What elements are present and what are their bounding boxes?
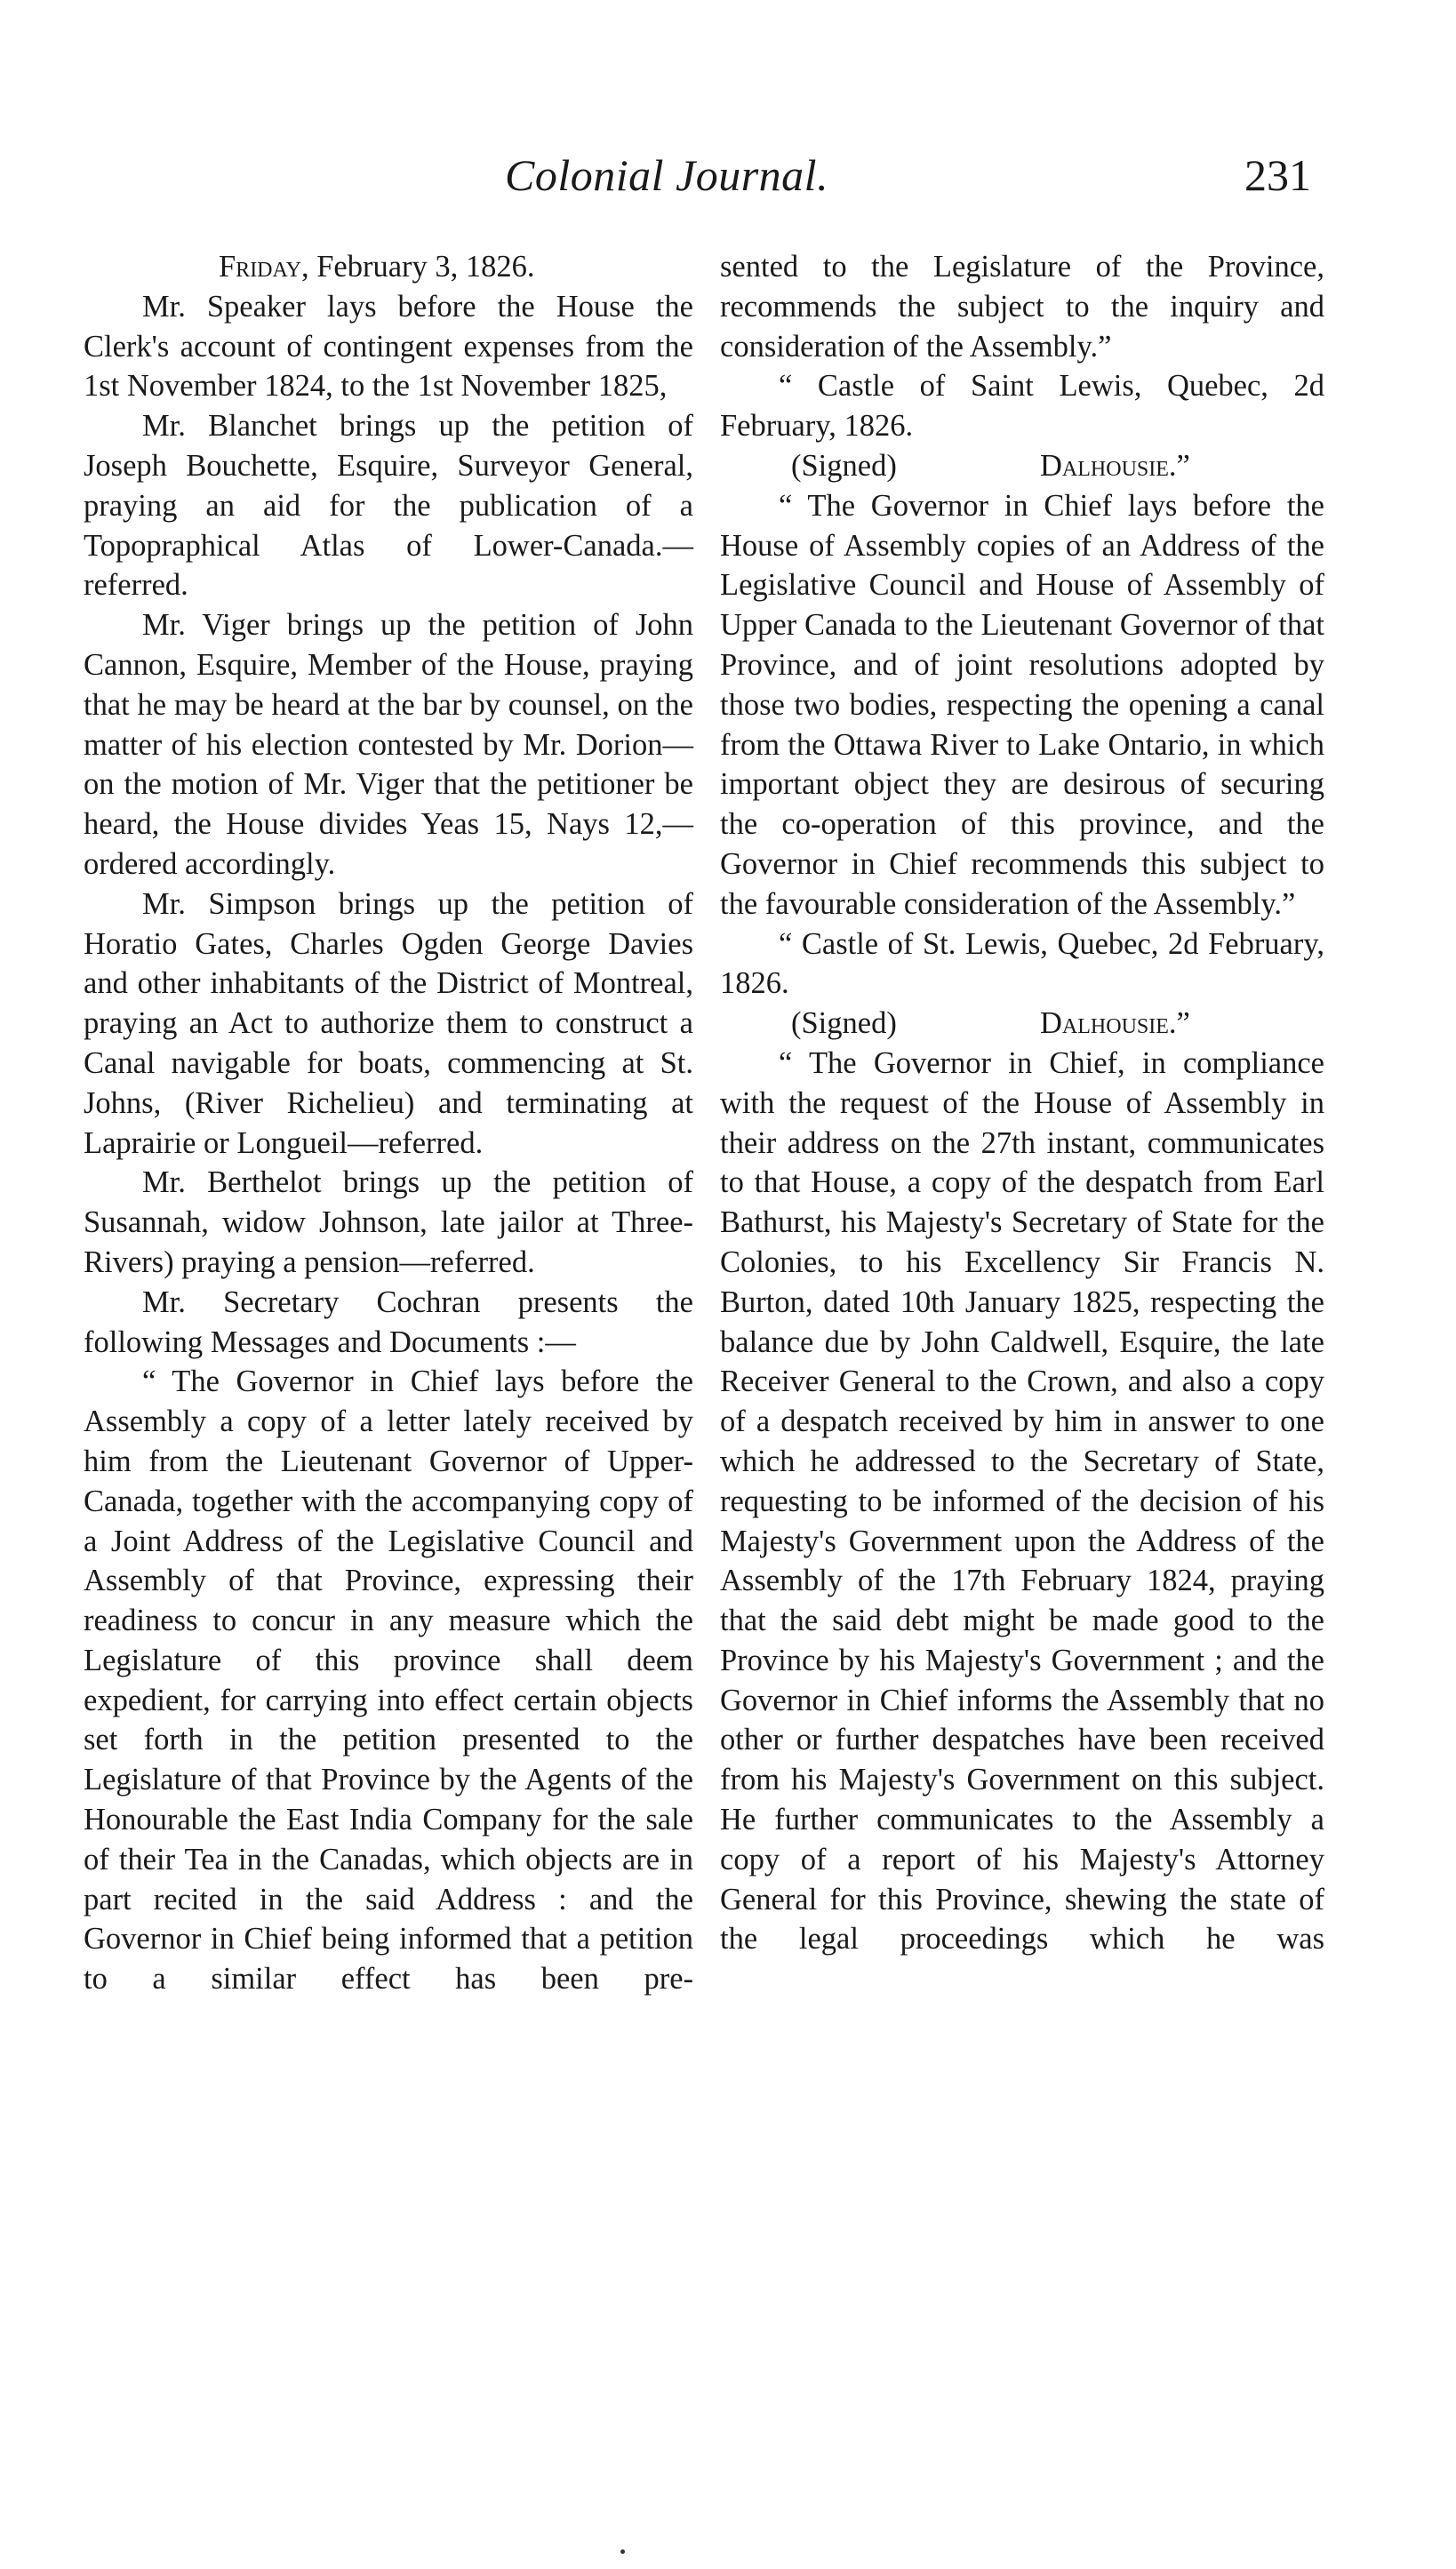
running-head bbox=[0, 149, 1456, 220]
heading-day: Friday, bbox=[219, 250, 309, 284]
signature-line-2 bbox=[720, 1004, 1324, 1044]
signed-label-1: (Signed) bbox=[791, 448, 897, 483]
paragraph-governor-tea-message: “ The Governor in Chief lays before the Assembly a copy of a letter lately received by him from the Lieutenant Governor of Upper-Canada, together with the accompanying copy of a Joint Address of the Legislative Council and Assembly of that Province, expressing their readiness to concur in any measure which the Legislature of this province shall deem expedient, for carrying into effect certain objects set forth in the petition presented to the Legislature of that Province by the Agents of the Honourable the East India Company for the sale of their Tea in the Canadas, which objects are in part recited in the said Address : and the Governor in Chief being informed that a petition to a similar effect has been pre- bbox=[84, 1365, 693, 1997]
date-heading bbox=[84, 247, 693, 287]
paragraph-viger-petition: Mr. Viger brings up the petition of John Cannon, Esquire, Member of the House, praying that he may be heard at the bar by counsel, on the matter of his election contested by Mr. Dorion—on the motion of Mr. Viger that the petitioner be heard, the House divides Yeas 15, Nays 12,—ordered accordingly. bbox=[84, 608, 693, 881]
running-title: Colonial Journal. bbox=[505, 150, 829, 200]
place-date-line-1: “ Castle of Saint Lewis, Quebec, 2d February, 1826. bbox=[720, 369, 1324, 444]
paragraph-cochran-messages: Mr. Secretary Cochran presents the following Messages and Documents :— bbox=[84, 1284, 693, 1359]
paragraph-simpson-petition: Mr. Simpson brings up the petition of Horatio Gates, Charles Ogden George Davies and other inhabitants of the District of Montreal, praying an Act to authorize them to construct a Canal navigable for boats, commencing at St. Johns, (River Richelieu) and terminating at Laprairie or Longueil—referred. bbox=[84, 886, 693, 1160]
paragraph-tea-message-continued: sented to the Legislature of the Province, recommends the subject to the inquiry and consideration of the Assembly.” bbox=[720, 250, 1324, 364]
page-number: 231 bbox=[1244, 150, 1311, 200]
right-column bbox=[720, 247, 1324, 1959]
paragraph-blanchet-petition: Mr. Blanchet brings up the petition of Joseph Bouchette, Esquire, Surveyor General, praying an aid for the publication of a Topopraphical Atlas of Lower-Canada.—referred. bbox=[84, 409, 693, 603]
heading-date: February 3, 1826. bbox=[308, 250, 535, 284]
paragraph-berthelot-petition: Mr. Berthelot brings up the petition of Susannah, widow Johnson, late jailor at Three-Rivers) praying a pension—referred. bbox=[84, 1165, 693, 1279]
signer-name-1: Dalhousie.” bbox=[1040, 448, 1190, 483]
signed-label-2: (Signed) bbox=[791, 1006, 897, 1041]
page-mark-dot bbox=[620, 2549, 625, 2554]
left-column bbox=[84, 247, 693, 1999]
signature-line-1 bbox=[720, 446, 1324, 486]
paragraph-canal-message: “ The Governor in Chief lays before the House of Assembly copies of an Address of the Legislative Council and House of Assembly of Upper Canada to the Lieutenant Governor of that Province, and of joint resolutions adopted by those two bodies, respecting the opening a canal from the Ottawa River to Lake Ontario, in which important object they are desirous of securing the co-operation of this province, and the Governor in Chief recommends this subject to the favourable consideration of the Assembly.” bbox=[720, 488, 1324, 921]
paragraph-caldwell-despatch: “ The Governor in Chief, in compliance with the request of the House of Assembly in their address on the 27th instant, communicates to that House, a copy of the despatch from Earl Bathurst, his Majesty's Secretary of State for the Colonies, to his Excellency Sir Francis N. Burton, dated 10th January 1825, respecting the balance due by John Caldwell, Esquire, the late Receiver General to the Crown, and also a copy of a despatch received by him in answer to one which he addressed to the Secretary of State, requesting to be informed of the decision of his Majesty's Government upon the Address of the Assembly of the 17th February 1824, praying that the said debt might be made good to the Province by his Majesty's Government ; and the Governor in Chief informs the Assembly that no other or further despatches have been received from his Majesty's Government on this subject. He further communicates to the Assembly a copy of a report of his Majesty's Attorney General for this Province, shewing the state of the legal proceedings which he was bbox=[720, 1045, 1324, 1957]
signer-name-2: Dalhousie.” bbox=[1040, 1006, 1190, 1041]
paragraph-speaker-accounts: Mr. Speaker lays before the House the Clerk's account of contingent expenses from the 1st November 1824, to the 1st November 1825, bbox=[84, 289, 693, 404]
place-date-line-2: “ Castle of St. Lewis, Quebec, 2d February, 1826. bbox=[720, 926, 1324, 1001]
